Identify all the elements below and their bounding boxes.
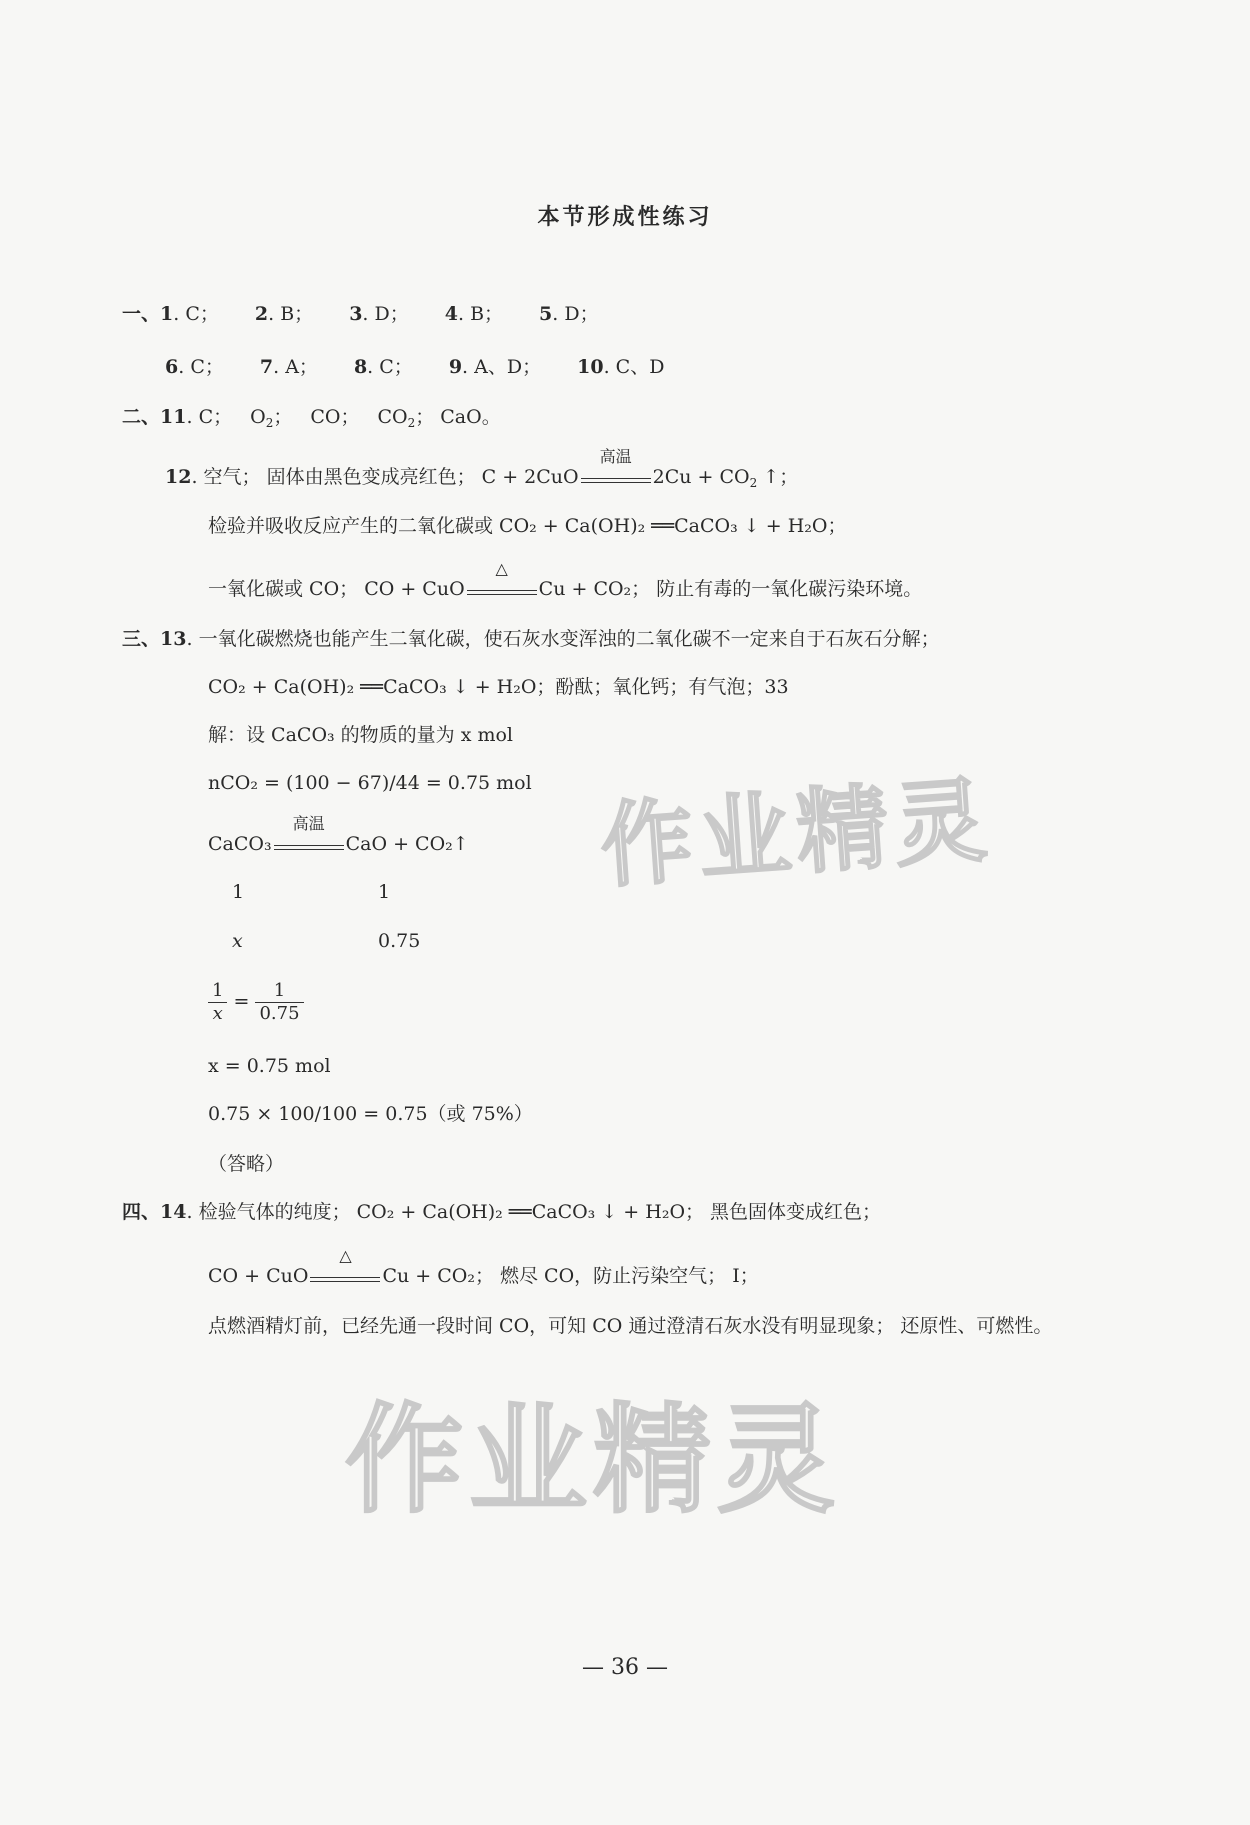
- section1-label: 一、: [122, 303, 161, 325]
- section3-label: 三、: [122, 628, 161, 650]
- watermark-top: 作业精灵: [597, 766, 996, 901]
- question-11: 二、11. C； $O_2$； CO； $CO_2$； CaO。: [122, 406, 501, 430]
- reaction-condition: △: [310, 1267, 380, 1282]
- question-13-line3: 解：设 CaCO₃ 的物质的量为 x mol: [208, 724, 514, 746]
- section2-label: 二、: [122, 406, 161, 428]
- question-14-line3: 点燃酒精灯前，已经先通一段时间 CO，可知 CO 通过澄清石灰水没有明显现象； 还原性、可燃性。: [208, 1315, 1053, 1337]
- section4-label: 四、: [122, 1201, 161, 1223]
- reaction-condition: 高温: [581, 468, 651, 483]
- result-x: x = 0.75 mol: [208, 1055, 331, 1077]
- watermark-bottom: 作业精灵: [345, 1391, 842, 1529]
- ratio-row-1a: 1: [232, 881, 245, 903]
- reaction-condition: 高温: [274, 835, 344, 850]
- page-title: 本节形成性练习: [537, 205, 713, 230]
- question-13-equation: CaCO₃ 高温 CaO + CO₂↑: [208, 814, 469, 855]
- question-12-line3: 一氧化碳或 CO； CO + CuO △ Cu + CO₂； 防止有毒的一氧化碳污染环境。: [208, 559, 923, 600]
- reaction-condition: △: [467, 580, 537, 595]
- question-14-line1: 四、14. 检验气体的纯度； CO₂ + Ca(OH)₂ ══CaCO₃ ↓ + H₂O； 黑色固体变成红色；: [122, 1201, 882, 1223]
- proportion: $\frac{1}{x}$ = $\frac{1}{0.75}$: [208, 980, 304, 1025]
- answer-omitted: （答略）: [208, 1153, 285, 1175]
- question-13-line1: 三、13. 一氧化碳燃烧也能产生二氧化碳，使石灰水变浑浊的二氧化碳不一定来自于石灰石分解；: [122, 628, 940, 650]
- result-percent: 0.75 × 100/100 = 0.75（或 75%）: [208, 1103, 533, 1125]
- ratio-row-1b: 1: [378, 881, 391, 903]
- ratio-row-2a: x: [232, 930, 243, 952]
- ratio-row-2b: 0.75: [378, 930, 421, 952]
- question-12-line1: 12. 空气； 固体由黑色变成亮红色； C + 2CuO 高温 $2Cu + CO_2$ ↑；: [165, 447, 799, 490]
- question-13-line2: CO₂ + Ca(OH)₂ ══CaCO₃ ↓ + H₂O；酚酞；氧化钙；有气泡；33: [208, 676, 789, 698]
- question-13-line4: nCO₂ = (100 − 67)/44 = 0.75 mol: [208, 772, 532, 794]
- question-12-line2: 检验并吸收反应产生的二氧化碳或 CO₂ + Ca(OH)₂ ══CaCO₃ ↓ + H₂O；: [208, 515, 847, 537]
- section1-row2: 6. C； 7. A； 8. C； 9. A、D； 10. C、D: [165, 356, 665, 378]
- page-number: — 36 —: [582, 1655, 668, 1680]
- section1-row1: 一、1. C； 2. B； 3. D； 4. B； 5. D；: [122, 303, 599, 325]
- question-14-line2: CO + CuO △ Cu + CO₂； 燃尽 CO，防止污染空气； Ⅰ；: [208, 1246, 759, 1287]
